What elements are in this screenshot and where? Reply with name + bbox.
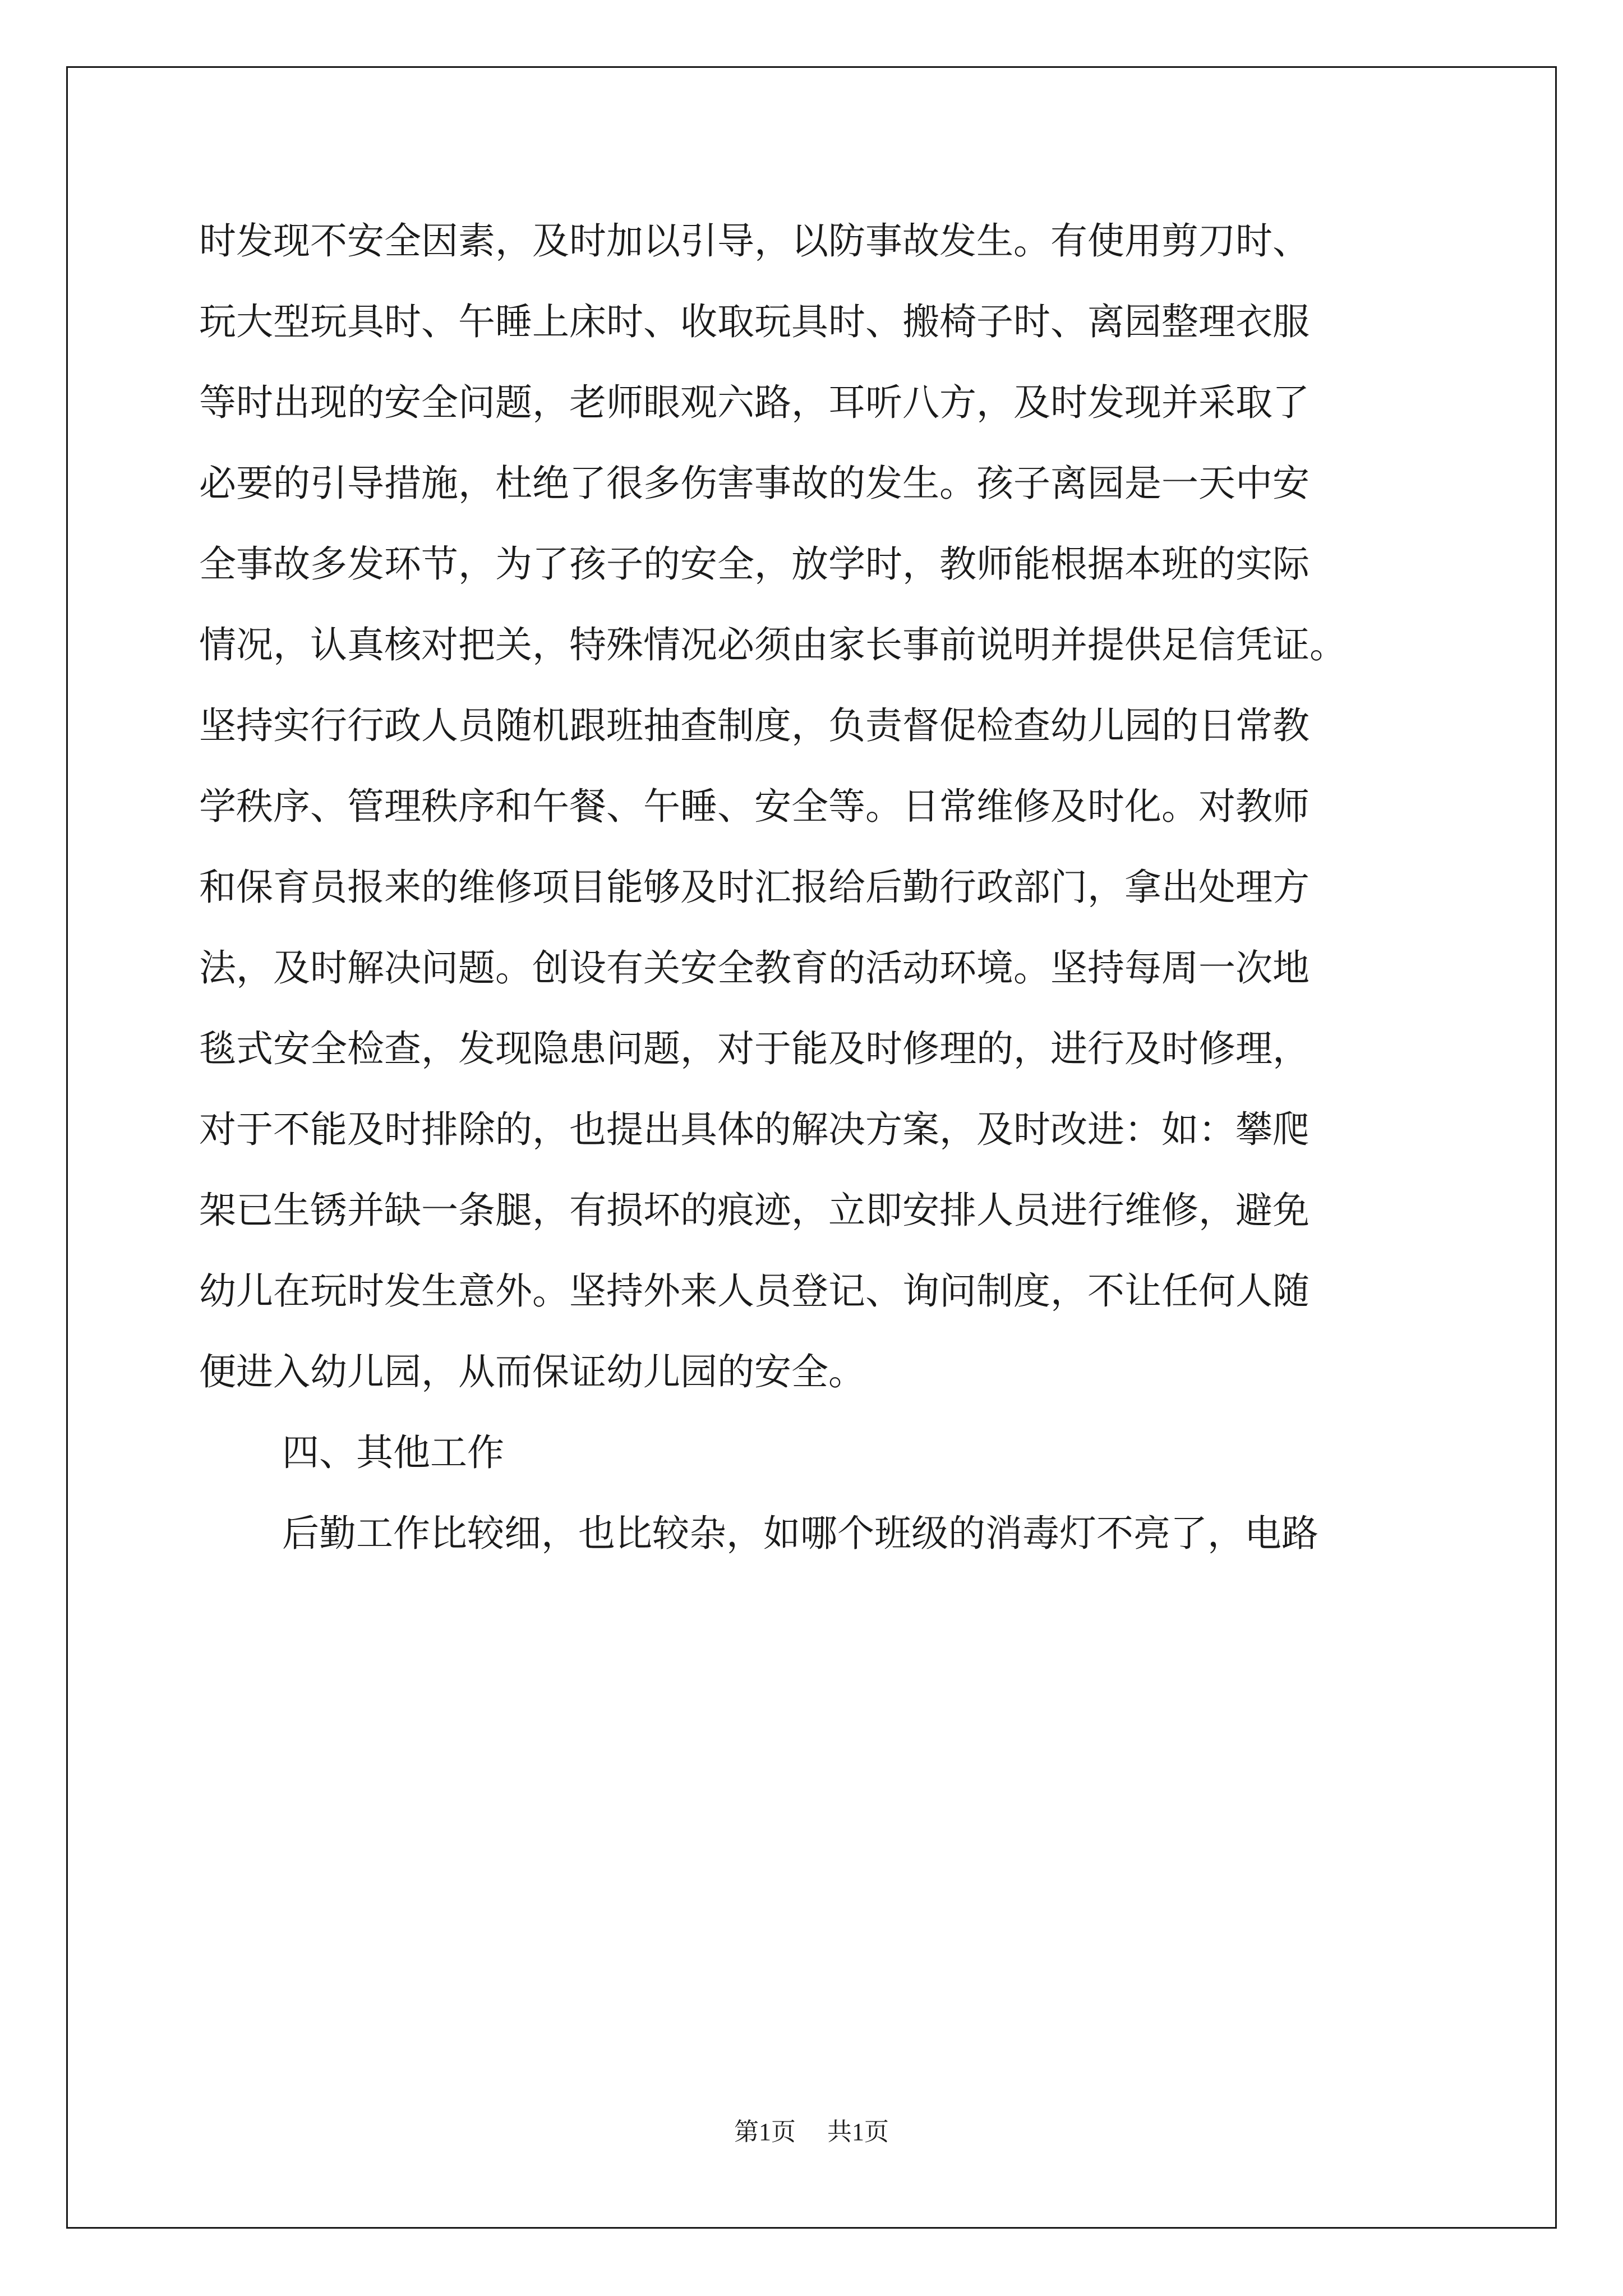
page-total: 共1页 xyxy=(827,2118,889,2146)
paragraph-line: 必要的引导措施，杜绝了很多伤害事故的发生。孩子离园是一天中安 xyxy=(199,462,1310,505)
paragraph-line: 情况，认真核对把关，特殊情况必须由家长事前说明并提供足信凭证。 xyxy=(199,623,1347,666)
paragraph-line: 学秩序、管理秩序和午餐、午睡、安全等。日常维修及时化。对教师 xyxy=(199,785,1310,828)
section-heading: 四、其他工作 xyxy=(282,1431,504,1474)
paragraph-line: 后勤工作比较细，也比较杂，如哪个班级的消毒灯不亮了，电路 xyxy=(282,1512,1318,1555)
paragraph-line: 毯式安全检查，发现隐患问题，对于能及时修理的，进行及时修理， xyxy=(199,1027,1310,1070)
paragraph-line: 幼儿在玩时发生意外。坚持外来人员登记、询问制度，不让任何人随 xyxy=(199,1269,1310,1313)
paragraph-line: 和保育员报来的维修项目能够及时汇报给后勤行政部门，拿出处理方 xyxy=(199,866,1310,909)
paragraph-line: 对于不能及时排除的，也提出具体的解决方案，及时改进：如：攀爬 xyxy=(199,1108,1310,1151)
paragraph-line: 架已生锈并缺一条腿，有损坏的痕迹，立即安排人员进行维修，避免 xyxy=(199,1189,1310,1232)
page-number: 第1页 xyxy=(734,2118,796,2146)
paragraph-line: 便进入幼儿园，从而保证幼儿园的安全。 xyxy=(199,1350,865,1393)
paragraph-line: 全事故多发环节，为了孩子的安全，放学时，教师能根据本班的实际 xyxy=(199,542,1310,586)
paragraph-line: 法，及时解决问题。创设有关安全教育的活动环境。坚持每周一次地 xyxy=(199,946,1310,990)
paragraph-line: 时发现不安全因素，及时加以引导，以防事故发生。有使用剪刀时、 xyxy=(199,219,1310,263)
page-footer xyxy=(0,2111,1623,2147)
paragraph-line: 坚持实行行政人员随机跟班抽查制度，负责督促检查幼儿园的日常教 xyxy=(199,704,1310,747)
document-body xyxy=(199,201,1450,1574)
paragraph-line: 等时出现的安全问题，老师眼观六路，耳听八方，及时发现并采取了 xyxy=(199,381,1310,424)
paragraph-line: 玩大型玩具时、午睡上床时、收取玩具时、搬椅子时、离园整理衣服 xyxy=(199,300,1310,343)
